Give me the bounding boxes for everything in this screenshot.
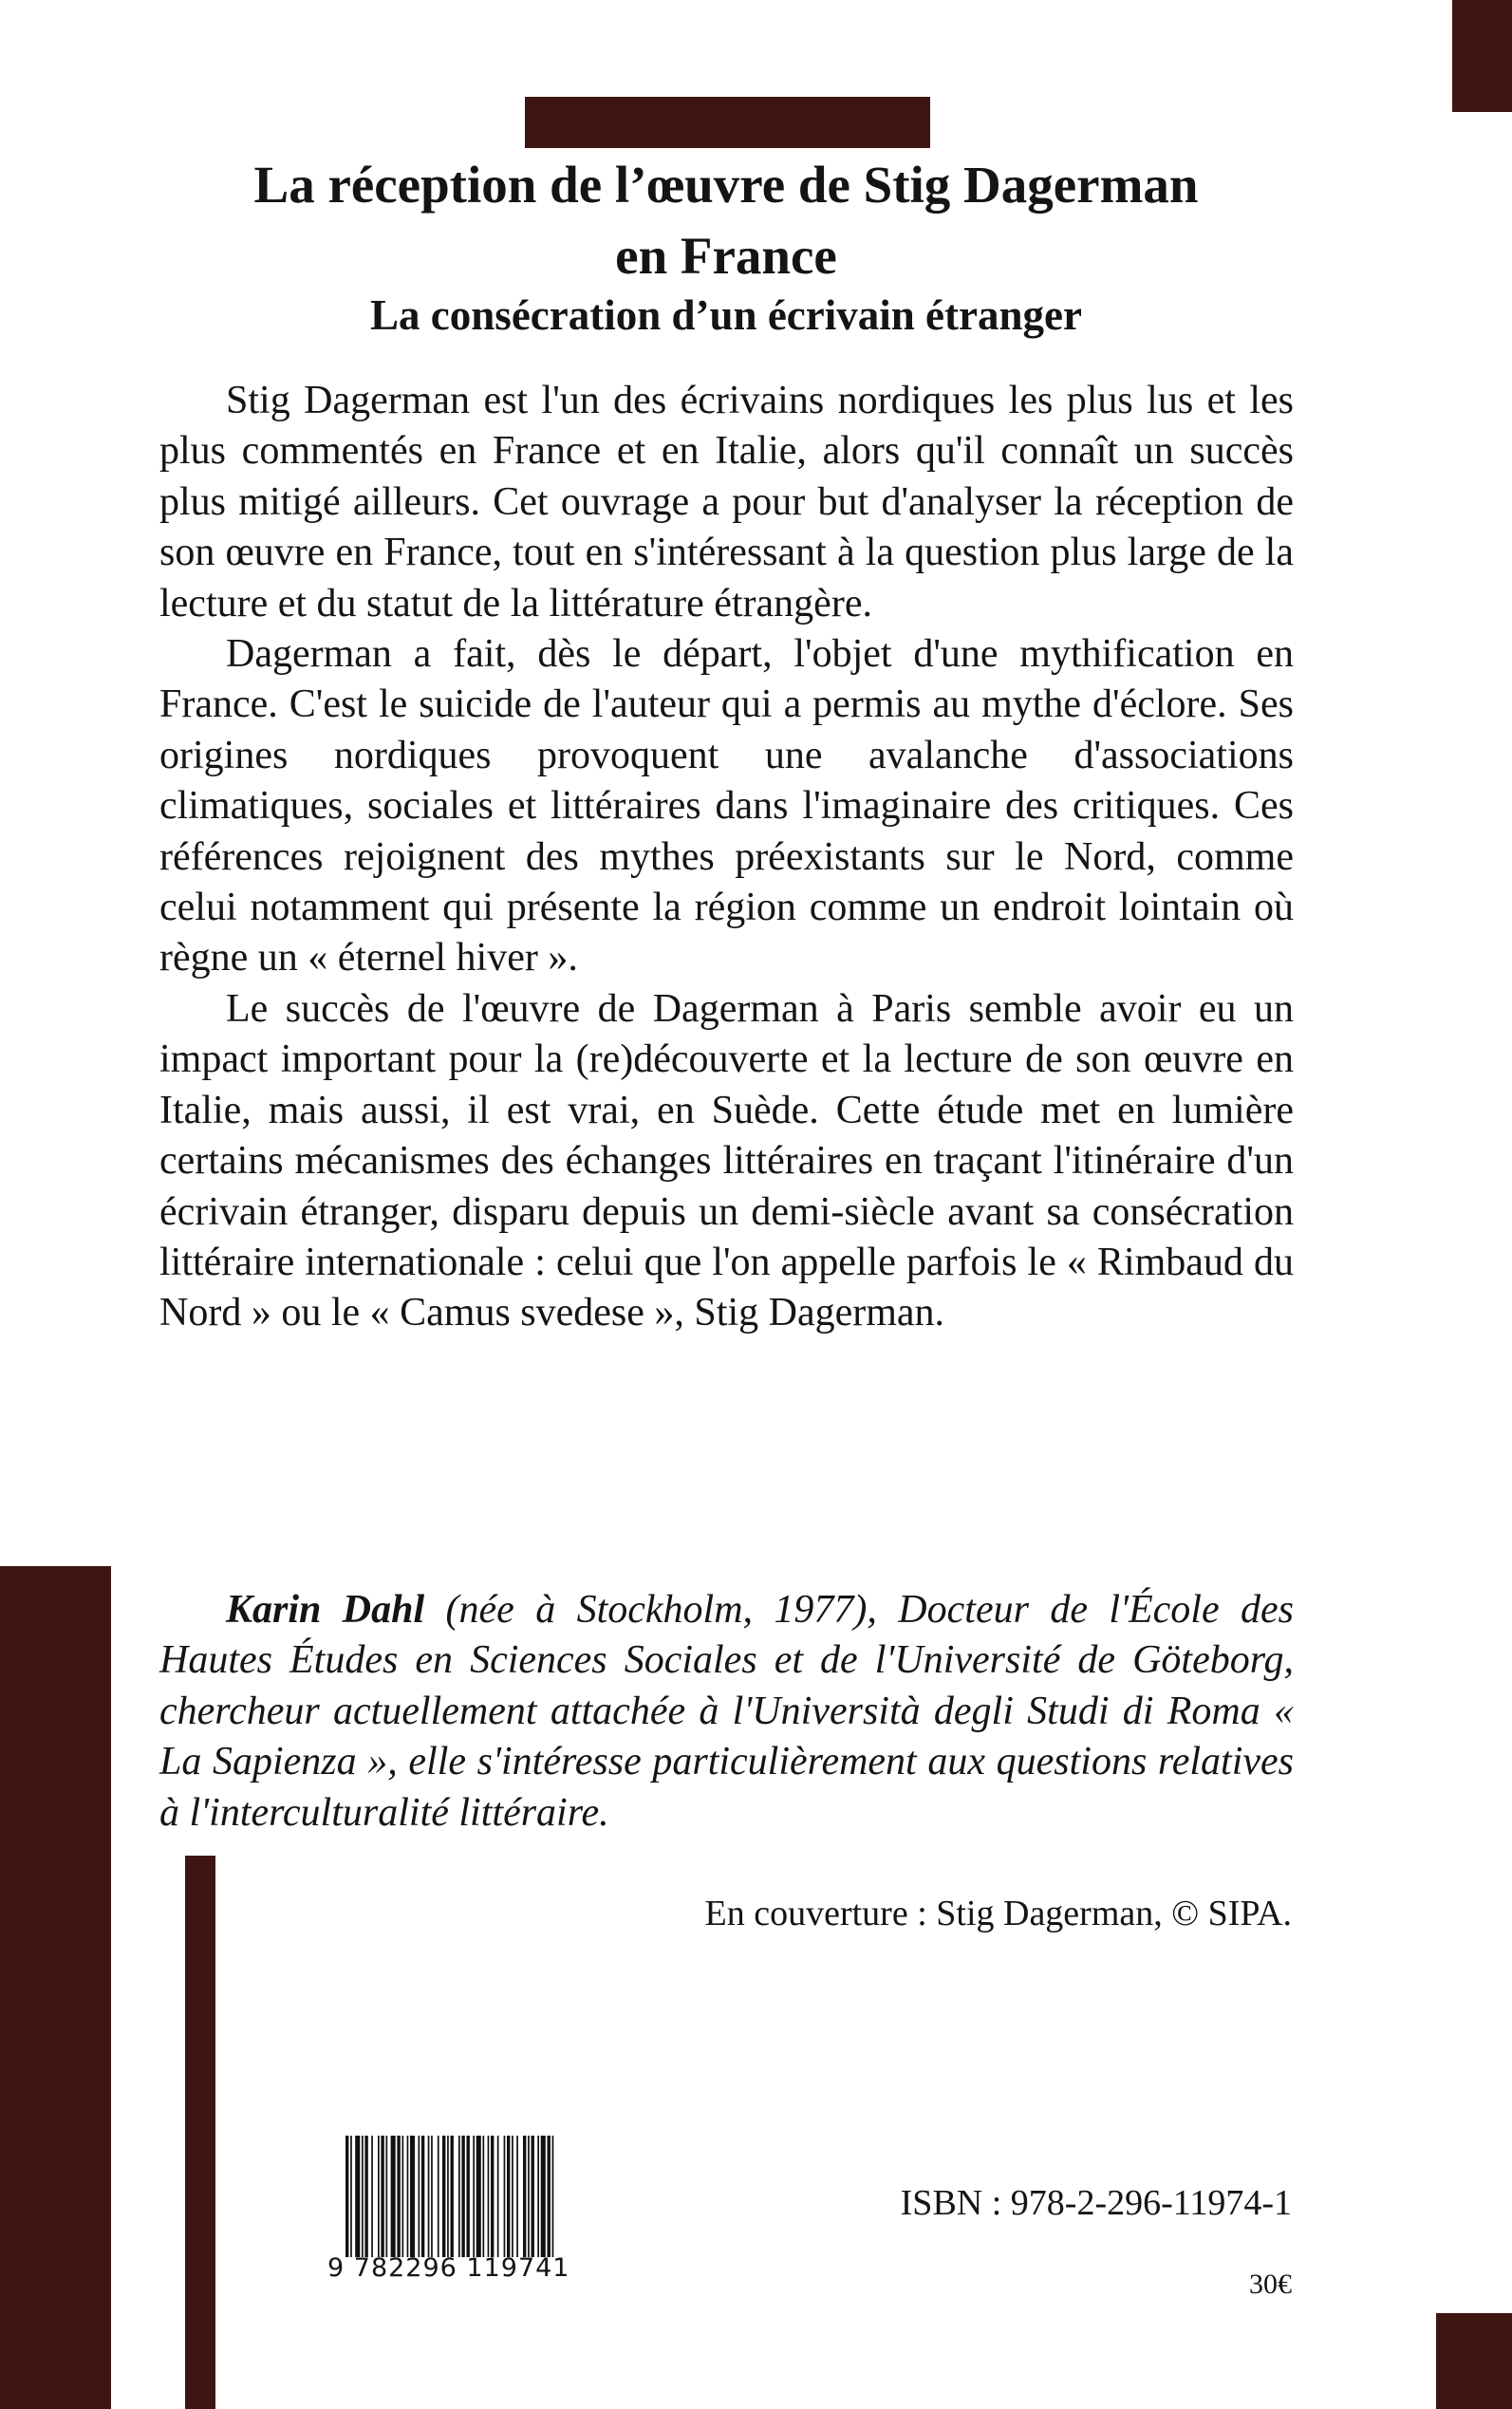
decorative-bar-bottom-right	[1436, 2313, 1512, 2409]
book-title-line-2: en France	[615, 227, 837, 285]
description-paragraph-3: Le succès de l'œuvre de Dagerman à Paris semble avoir eu un impact important pour la (re)découverte et la lecture de son œuvre en Italie, mais aussi, il est vrai, en Suède. Cette étude met en lumière certains mécanismes des échanges littéraires en traçant l'itinéraire d'un écrivain étranger, disparu depuis un demi-siècle avant sa consécration littéraire internationale : celui que l'on appelle parfois le « Rimbaud du Nord » ou le « Camus svedese », Stig Dagerman.	[159, 986, 1294, 1335]
cover-credit: En couverture : Stig Dagerman, © SIPA.	[704, 1894, 1292, 1933]
author-name: Karin Dahl	[226, 1588, 425, 1632]
book-subtitle: La consécration d’un écrivain étranger	[370, 291, 1082, 339]
description-paragraph-2: Dagerman a fait, dès le départ, l'objet d'une mythification en France. C'est le suicide de l'auteur qui a permis au mythe d'éclore. Ses origines nordiques provoquent une avalanche d'associations climatiques, sociales et littéraires dans l'imaginaire des critiques. Ces références rejoignent des mythes préexistants sur le Nord, comme celui notamment qui présente la région comme un endroit lointain où règne un « éternel hiver ».	[159, 632, 1294, 980]
barcode-digits: 9 782296 119741	[327, 2253, 570, 2283]
author-bio-paragraph	[159, 1585, 1294, 1839]
decorative-bar-left-long	[0, 1566, 111, 2409]
price-label: 30€	[1249, 2269, 1292, 2300]
decorative-bar-top-right	[1452, 0, 1512, 112]
book-description	[159, 376, 1294, 1339]
isbn-label: ISBN : 978-2-296-11974-1	[900, 2183, 1292, 2223]
author-biography	[159, 1585, 1294, 1839]
book-title-line-1: La réception de l’œuvre de Stig Dagerman	[253, 156, 1199, 214]
decorative-bar-title	[525, 97, 930, 148]
barcode-image	[344, 2136, 638, 2257]
author-bio-text: (née à Stockholm, 1977), Docteur de l'École des Hautes Études en Sciences Sociales et de l'Université de Göteborg, chercheur actuellement attachée à l'Università degli Studi di Roma « La Sapienza », elle s'intéresse particulièrement aux questions relatives à l'interculturalité littéraire.	[159, 1588, 1294, 1835]
description-paragraph-1: Stig Dagerman est l'un des écrivains nordiques les plus lus et les plus commentés en France et en Italie, alors qu'il connaît un succès plus mitigé ailleurs. Cet ouvrage a pour but d'analyser la réception de son œuvre en France, tout en s'intéressant à la question plus large de la lecture et du statut de la littérature étrangère.	[159, 379, 1294, 626]
decorative-bar-left-short	[185, 1856, 215, 2409]
